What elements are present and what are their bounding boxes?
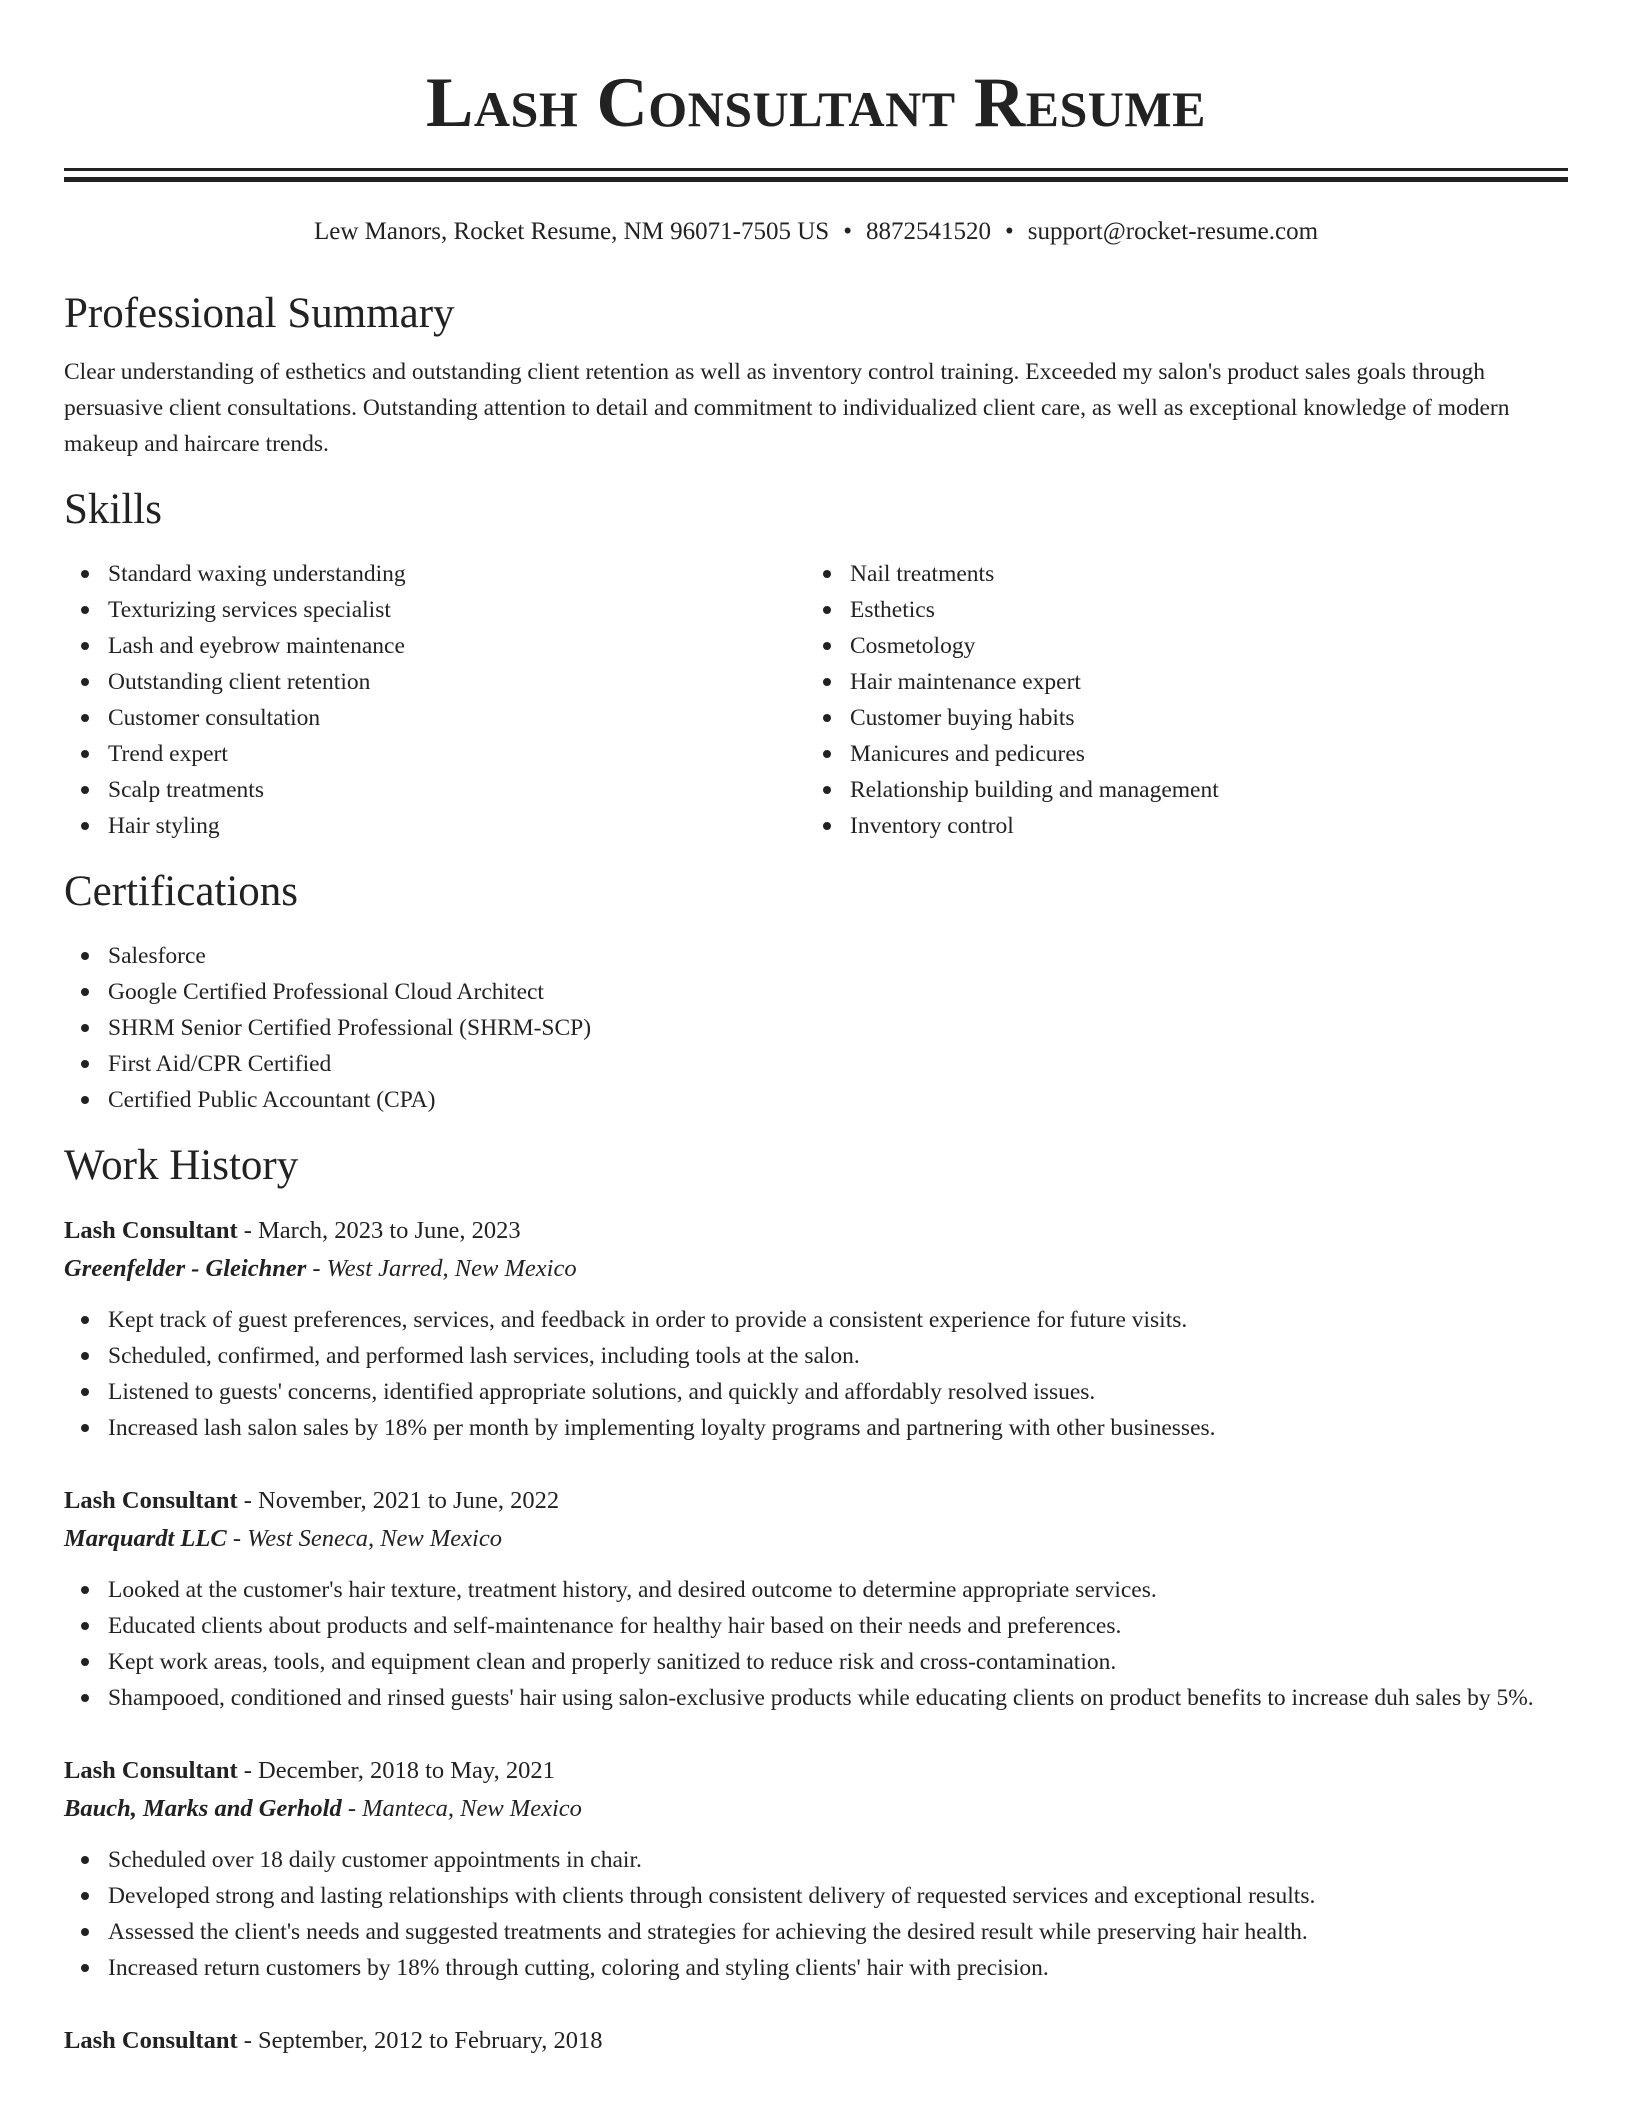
contact-phone: 8872541520	[865, 218, 991, 245]
summary-heading: Professional Summary	[64, 290, 455, 337]
contact-separator: •	[1004, 218, 1014, 245]
skill-item: Customer consultation	[64, 700, 806, 736]
certification-item: First Aid/CPR Certified	[64, 1046, 1568, 1082]
skill-item: Outstanding client retention	[64, 664, 806, 700]
title-divider-thin	[64, 168, 1568, 171]
job-duty-item: Kept work areas, tools, and equipment clean and properly sanitized to reduce risk and cross-contamination.	[64, 1644, 1568, 1680]
job-location: - West Jarred, New Mexico	[306, 1255, 577, 1282]
job-company: Greenfelder - Gleichner	[64, 1255, 307, 1282]
skill-item: Scalp treatments	[64, 772, 806, 808]
title-divider-thick	[64, 177, 1568, 182]
job-duty-item: Developed strong and lasting relationships with clients through consistent delivery of requested services and exceptional results.	[64, 1878, 1568, 1914]
skills-list-left	[64, 556, 806, 844]
job-duty-item: Increased lash salon sales by 18% per month by implementing loyalty programs and partnering with other businesses.	[64, 1410, 1568, 1446]
job-location: - Manteca, New Mexico	[341, 1795, 582, 1822]
job-duty-item: Listened to guests' concerns, identified appropriate solutions, and quickly and affordably resolved issues.	[64, 1374, 1568, 1410]
skill-item: Trend expert	[64, 736, 806, 772]
job-entry	[64, 1752, 1568, 1986]
skills-columns	[64, 556, 1568, 844]
job-entry	[64, 1482, 1568, 1716]
job-title-line	[64, 2022, 1568, 2060]
job-entry	[64, 1212, 1568, 1446]
resume-title: Lash Consultant Resume	[426, 64, 1206, 142]
job-title: Lash Consultant	[64, 1757, 238, 1784]
job-duty-item: Increased return customers by 18% through cutting, coloring and styling clients' hair with precision.	[64, 1950, 1568, 1986]
job-entry	[64, 2022, 1568, 2060]
work-history-list	[64, 1212, 1568, 2060]
skill-item: Esthetics	[806, 592, 1548, 628]
job-title: Lash Consultant	[64, 1217, 238, 1244]
certification-item: Google Certified Professional Cloud Architect	[64, 974, 1568, 1010]
skills-heading: Skills	[64, 486, 162, 533]
resume-content	[64, 0, 1568, 2060]
skill-item: Inventory control	[806, 808, 1548, 844]
job-title-line	[64, 1212, 1568, 1250]
job-dates: - November, 2021 to June, 2022	[237, 1487, 560, 1514]
contact-email[interactable]: support@rocket-resume.com	[1027, 218, 1319, 245]
summary-text: Clear understanding of esthetics and outstanding client retention as well as inventory control training. Exceeded my salon's product sales goals through persuasive client consultations. Outstanding attention to detail and commitment to individualized client care, as well as exceptional knowledge of modern makeup and haircare trends.	[64, 359, 1510, 457]
job-title-line	[64, 1752, 1568, 1790]
skill-item: Standard waxing understanding	[64, 556, 806, 592]
job-company-line	[64, 1790, 1568, 1828]
job-duty-item: Shampooed, conditioned and rinsed guests' hair using salon-exclusive products while educating clients on product benefits to increase duh sales by 5%.	[64, 1680, 1568, 1716]
job-duties-list	[64, 1572, 1568, 1716]
job-dates: - September, 2012 to February, 2018	[237, 2027, 603, 2054]
skill-item: Customer buying habits	[806, 700, 1548, 736]
skill-item: Hair maintenance expert	[806, 664, 1548, 700]
skill-item: Manicures and pedicures	[806, 736, 1548, 772]
skill-item: Texturizing services specialist	[64, 592, 806, 628]
job-duties-list	[64, 1842, 1568, 1986]
job-company: Marquardt LLC	[64, 1525, 227, 1552]
job-duty-item: Assessed the client's needs and suggested treatments and strategies for achieving the desired result while preserving hair health.	[64, 1914, 1568, 1950]
job-location: - West Seneca, New Mexico	[226, 1525, 502, 1552]
job-title-line	[64, 1482, 1568, 1520]
job-duty-item: Kept track of guest preferences, services, and feedback in order to provide a consistent experience for future visits.	[64, 1302, 1568, 1338]
certification-item: SHRM Senior Certified Professional (SHRM-SCP)	[64, 1010, 1568, 1046]
job-duties-list	[64, 1302, 1568, 1446]
skill-item: Cosmetology	[806, 628, 1548, 664]
skill-item: Nail treatments	[806, 556, 1548, 592]
job-company-line	[64, 1520, 1568, 1558]
certifications-heading: Certifications	[64, 868, 299, 915]
job-duty-item: Scheduled, confirmed, and performed lash services, including tools at the salon.	[64, 1338, 1568, 1374]
contact-line	[64, 216, 1568, 248]
job-dates: - December, 2018 to May, 2021	[237, 1757, 555, 1784]
certification-item: Salesforce	[64, 938, 1568, 974]
contact-address: Lew Manors, Rocket Resume, NM 96071-7505 US	[313, 218, 830, 245]
job-company-line	[64, 1250, 1568, 1288]
contact-separator: •	[843, 218, 852, 245]
skill-item: Lash and eyebrow maintenance	[64, 628, 806, 664]
job-title: Lash Consultant	[64, 1487, 238, 1514]
job-dates: - March, 2023 to June, 2023	[237, 1217, 521, 1244]
skill-item: Relationship building and management	[806, 772, 1548, 808]
certifications-list	[64, 938, 1568, 1118]
job-duty-item: Scheduled over 18 daily customer appointments in chair.	[64, 1842, 1568, 1878]
job-duty-item: Educated clients about products and self-maintenance for healthy hair based on their needs and preferences.	[64, 1608, 1568, 1644]
job-duty-item: Looked at the customer's hair texture, treatment history, and desired outcome to determine appropriate services.	[64, 1572, 1568, 1608]
job-title: Lash Consultant	[64, 2027, 238, 2054]
skill-item: Hair styling	[64, 808, 806, 844]
job-company: Bauch, Marks and Gerhold	[64, 1795, 342, 1822]
skills-list-right	[806, 556, 1548, 844]
work-history-heading: Work History	[64, 1142, 299, 1189]
certification-item: Certified Public Accountant (CPA)	[64, 1082, 1568, 1118]
